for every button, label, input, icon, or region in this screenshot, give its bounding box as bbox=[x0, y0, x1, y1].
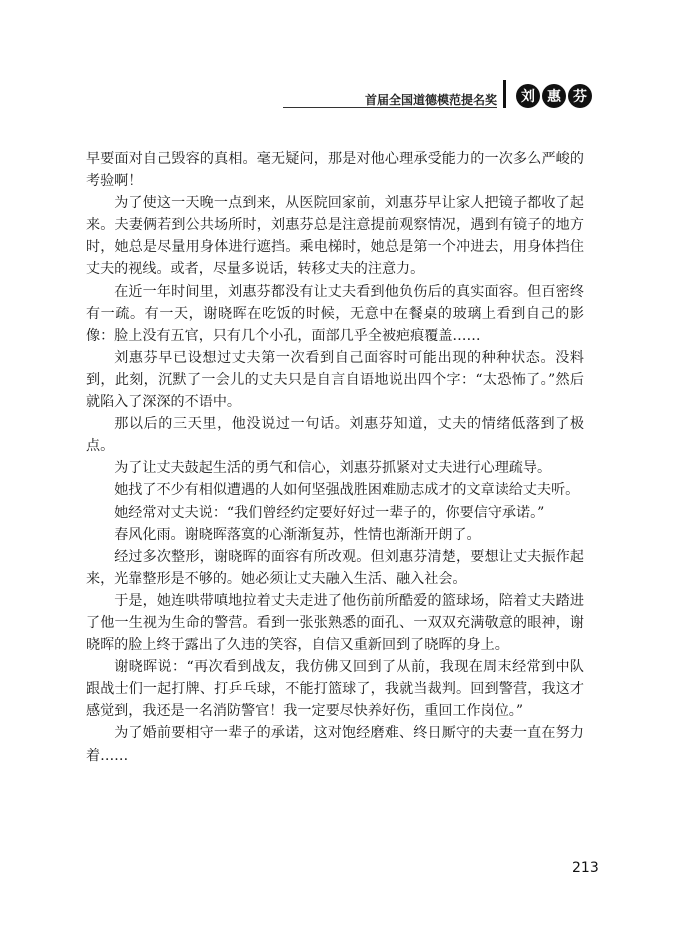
paragraph: 刘惠芬早已设想过丈夫第一次看到自己面容时可能出现的种种状态。没料到，此刻，沉默了一会儿的丈夫只是自言自语地说出四个字：“太恐怖了。”然后就陷入了深深的不语中。 bbox=[86, 349, 584, 411]
header-title: 首届全国道德模范提名奖 bbox=[364, 93, 497, 107]
paragraph: 早要面对自己毁容的真相。毫无疑问，那是对他心理承受能力的一次多么严峻的考验啊！ bbox=[86, 151, 584, 190]
seal-char-2: 惠 bbox=[542, 84, 566, 108]
paragraph: 她经常对丈夫说：“我们曾经约定要好好过一辈子的，你要信守承诺。” bbox=[114, 504, 545, 521]
header-rule bbox=[283, 107, 497, 108]
paragraph: 那以后的三天里，他没说过一句话。刘惠芬知道，丈夫的情绪低落到了极点。 bbox=[86, 416, 584, 455]
running-header bbox=[283, 78, 592, 112]
paragraph: 春风化雨。谢晓晖落寞的心渐渐复苏，性情也渐渐开朗了。 bbox=[114, 526, 481, 543]
paragraph: 经过多次整形，谢晓晖的面容有所改观。但刘惠芬清楚，要想让丈夫振作起来，光靠整形是不够的。她必须让丈夫融入生活、融入社会。 bbox=[86, 548, 584, 587]
body-text bbox=[86, 148, 584, 767]
paragraph: 她找了不少有相似遭遇的人如何坚强战胜困难励志成才的文章读给丈夫听。 bbox=[114, 482, 580, 499]
paragraph: 谢晓晖说：“再次看到战友，我仿佛又回到了从前，我现在周末经常到中队跟战士们一起打牌、打乒乓球，不能打篮球了，我就当裁判。回到警营，我这才感觉到，我还是一名消防警官！我一定要尽快养好伤，重回工作岗位。” bbox=[86, 659, 584, 720]
name-seal-logo bbox=[516, 84, 592, 108]
page-number: 213 bbox=[572, 860, 599, 876]
header-divider-bar bbox=[503, 80, 506, 108]
paragraph: 为了让丈夫鼓起生活的勇气和信心，刘惠芬抓紧对丈夫进行心理疏导。 bbox=[114, 460, 552, 477]
paragraph: 于是，她连哄带嗔地拉着丈夫走进了他伤前所酷爱的篮球场，陪着丈夫踏进了他一生视为生命的警营。看到一张张熟悉的面孔、一双双充满敬意的眼神，谢晓晖的脸上终于露出了久违的笑容，自信又重新回到了晓晖的身上。 bbox=[86, 592, 584, 654]
seal-char-1: 刘 bbox=[516, 84, 540, 108]
seal-char-3: 芬 bbox=[568, 84, 592, 108]
paragraph: 为了婚前要相守一辈子的承诺，这对饱经磨难、终日厮守的夫妻一直在努力着…… bbox=[86, 725, 584, 764]
paragraph: 在近一年时间里，刘惠芬都没有让丈夫看到他负伤后的真实面容。但百密终有一疏。有一天，谢晓晖在吃饭的时候，无意中在餐桌的玻璃上看到自己的影像：脸上没有五官，只有几个小孔，面部几乎全被疤痕覆盖…… bbox=[86, 283, 584, 344]
paragraph: 为了使这一天晚一点到来，从医院回家前，刘惠芬早让家人把镜子都收了起来。夫妻俩若到公共场所时，刘惠芬总是注意提前观察情况，遇到有镜子的地方时，她总是尽量用身体进行遮挡。乘电梯时，她总是第一个冲进去，用身体挡住丈夫的视线。或者，尽量多说话，转移丈夫的注意力。 bbox=[86, 195, 584, 278]
